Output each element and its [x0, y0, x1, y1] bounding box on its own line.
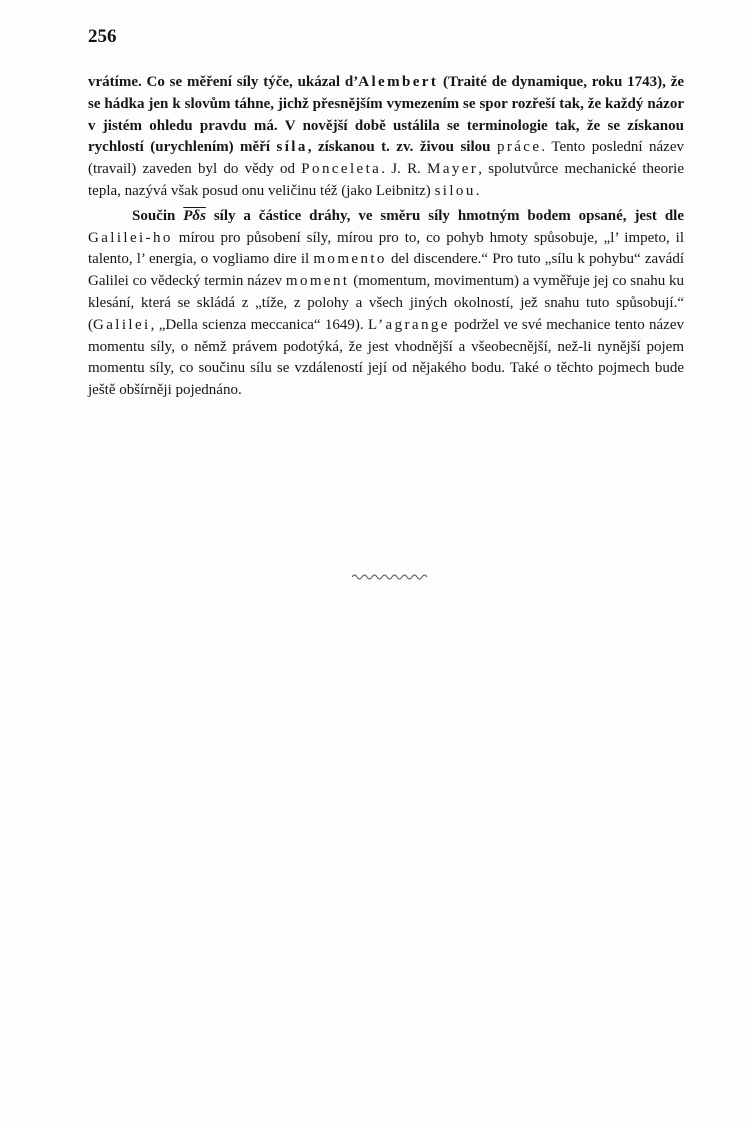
text-run: (Traité de dynamique, roku 1743), že se hádka jen k slovům táhne, jichž přesnějším vymezením se spor rozřeší tak, že každý názor v jistém ohledu pravdu má. V novější době ustálila se terminologie tak, že se získanou rychlostí (urychlením) měří — [88, 74, 685, 156]
text-run: $\overline{P\delta s}$ — [183, 207, 206, 224]
text-run: silou — [434, 182, 476, 199]
text-run: . Tento poslední název (travail) zaveden byl do vědy od — [88, 139, 684, 178]
text-run: Galilei-ho — [88, 229, 173, 246]
text-run: Alembert — [358, 74, 439, 90]
page-number: 256 — [88, 26, 117, 47]
text-run: , spolutvůrce mechanické theorie tepla, nazývá však posud onu veličinu též (jako Leibnitz) — [88, 161, 684, 199]
text-run: práce — [496, 139, 542, 156]
text-run: síla — [276, 139, 308, 156]
text-run: (momentum, movimentum) a vyměřuje jej co snahu ku klesání, která se skládá z „tíže, z polohy a všech jiných okolností, jež snahu tuto spůsobují.“ ( — [88, 273, 685, 333]
text-run: momento — [313, 251, 387, 268]
text-run: Ponceleta — [301, 161, 382, 178]
text-run: , získanou t. zv. živou silou — [307, 139, 497, 156]
text-run: Galilei — [93, 316, 151, 333]
text-run: L’agrange — [367, 316, 450, 333]
paragraph-1 — [88, 72, 684, 203]
text-run: . J. R. — [381, 161, 428, 178]
text-run: del discendere.“ Pro tuto „sílu k pohybu“ zavádí Galilei co vědecký termin název — [88, 251, 684, 290]
text-run: Mayer — [427, 161, 479, 178]
text-run: , „Della scienza meccanica“ 1649). — [150, 316, 368, 333]
text-run: vrátíme. Co se měření síly týče, ukázal d’ — [88, 74, 359, 90]
text-run: moment — [285, 273, 350, 290]
text-run: mírou pro působení síly, mírou pro to, co pohyb hmoty spůsobuje, „l’ impeto, il talento, l’ energia, o vogliamo dire il — [88, 229, 684, 268]
text-run: Součin — [132, 207, 184, 224]
paragraph-2 — [88, 206, 684, 402]
section-end-ornament — [352, 572, 428, 582]
text-run: podržel ve své mechanice tento název momentu síly, o němž právem podotýká, že jest vhodnější a všeobecnější, než-li nynější pojem momentu síly, co součinu sílu se vzdáleností její od nějakého bodu. Také o těchto pojmech bude ještě obšírněji pojednáno. — [88, 316, 684, 399]
body-text — [88, 72, 684, 402]
text-run: . — [475, 182, 480, 199]
text-run: síly a částice dráhy, ve směru síly hmotným bodem opsané, jest dle — [205, 207, 684, 224]
